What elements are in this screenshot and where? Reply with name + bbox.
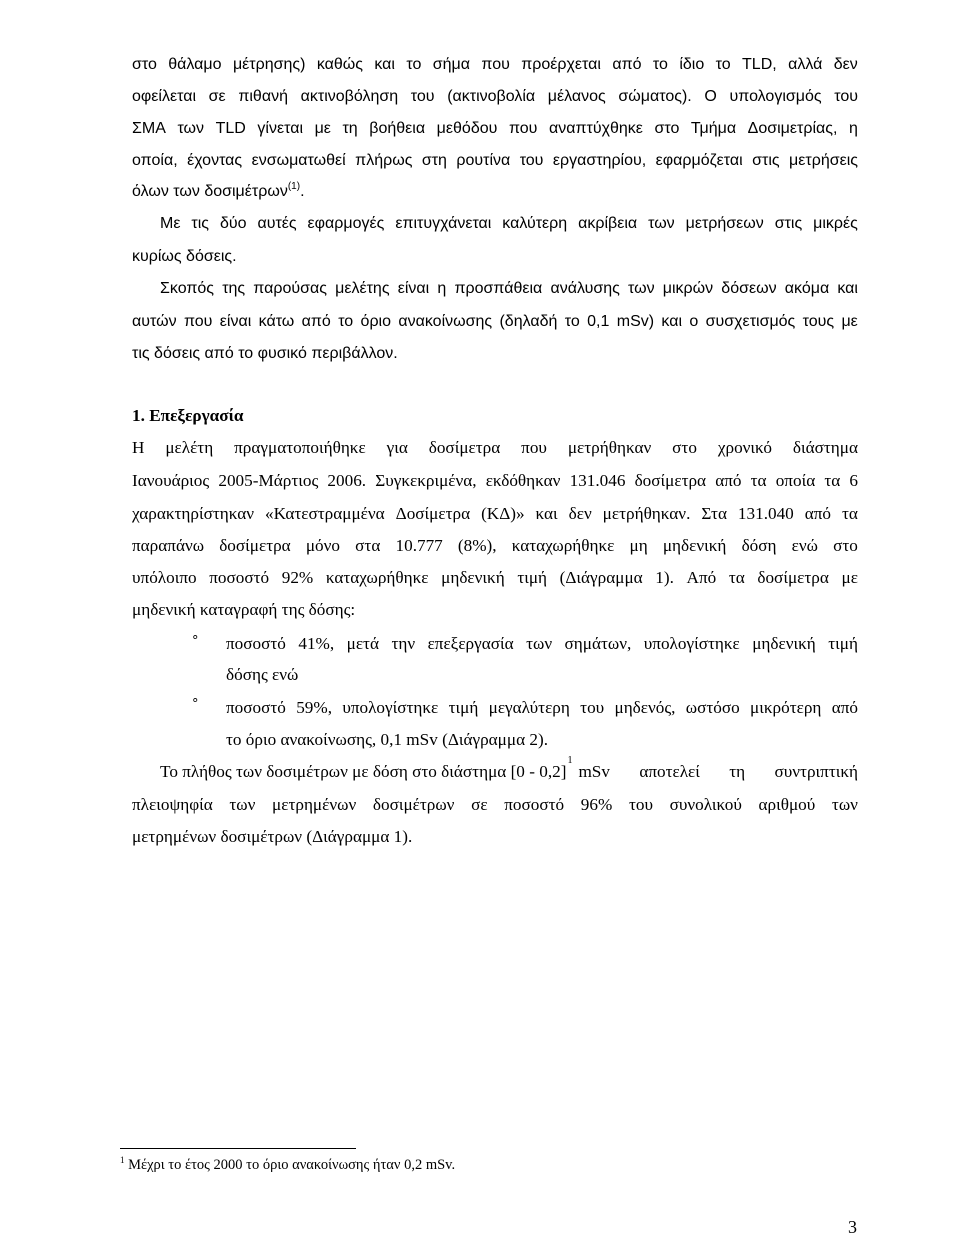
word: 92% bbox=[281, 568, 314, 587]
word: μηδενός, bbox=[614, 698, 676, 717]
word: μετρήσεων bbox=[685, 215, 764, 232]
word: mSv bbox=[578, 762, 610, 781]
word: δοσίμετρα bbox=[634, 471, 707, 490]
word: μηδενική bbox=[662, 536, 727, 555]
word: υπολογίστηκε bbox=[342, 698, 439, 717]
word: 131.040 bbox=[737, 504, 794, 523]
word: 2005-Μάρτιος bbox=[218, 471, 319, 490]
word: ίδιο bbox=[679, 56, 705, 73]
word: του bbox=[580, 698, 605, 717]
word: του bbox=[519, 152, 544, 169]
aim-line-1 bbox=[160, 278, 858, 300]
summary-line-3-text: μετρημένων δοσιμέτρων (Διάγραμμα 1). bbox=[132, 827, 413, 846]
word: 2006. bbox=[327, 471, 367, 490]
word: και bbox=[837, 280, 858, 297]
word: του bbox=[628, 795, 653, 814]
word: δοσίμετρα bbox=[428, 438, 501, 457]
word: σώματος). bbox=[618, 88, 692, 105]
word: τιμή bbox=[517, 568, 548, 587]
word: Τμήμα bbox=[690, 120, 737, 137]
word: δύο bbox=[219, 215, 247, 232]
word: Ο bbox=[704, 88, 717, 105]
word: μετρημένων bbox=[272, 795, 357, 814]
word: το bbox=[652, 56, 668, 73]
word: των bbox=[627, 280, 655, 297]
word: (δηλαδή bbox=[499, 313, 558, 330]
word: Δοσίμετρα bbox=[395, 504, 471, 523]
word: με bbox=[841, 313, 858, 330]
section-line-3 bbox=[132, 503, 858, 525]
word: μετρήθηκαν. bbox=[602, 504, 691, 523]
word: δόσεων bbox=[721, 280, 777, 297]
intro-line-5 bbox=[132, 181, 305, 203]
word: σε bbox=[208, 88, 226, 105]
word: στα bbox=[355, 536, 381, 555]
word: TLD, bbox=[742, 56, 777, 73]
word: ακρίβεια bbox=[578, 215, 638, 232]
word: TLD bbox=[215, 120, 246, 137]
word: το bbox=[564, 313, 580, 330]
word: mSv) bbox=[616, 313, 655, 330]
word: 0,1 bbox=[587, 313, 610, 330]
word: χρονικό bbox=[717, 438, 772, 457]
footnote-number: 1 bbox=[120, 1155, 125, 1165]
word: τους bbox=[802, 313, 835, 330]
word: στο bbox=[672, 438, 697, 457]
section-line-6-text: μηδενική καταγραφή της δόσης: bbox=[132, 600, 356, 619]
intro-line-4 bbox=[132, 150, 858, 172]
word: θάλαμο bbox=[168, 56, 222, 73]
aim-line-2 bbox=[132, 311, 858, 333]
word: αποτελεί bbox=[639, 762, 700, 781]
intro-line-3 bbox=[132, 118, 858, 140]
word: σήμα bbox=[432, 56, 470, 73]
word: των bbox=[648, 215, 675, 232]
word: οποία bbox=[775, 471, 816, 490]
word: μικρών bbox=[662, 280, 714, 297]
summary-line-1-b bbox=[572, 761, 858, 783]
word: τα bbox=[750, 471, 767, 490]
word: 41%, bbox=[298, 634, 335, 653]
footnote-reference-marker: 1 bbox=[567, 755, 573, 766]
word: μικρές bbox=[813, 215, 858, 232]
accuracy-line-2-text: κυρίως δόσεις. bbox=[132, 248, 237, 265]
word: δεν bbox=[833, 56, 858, 73]
word: μηδενική bbox=[441, 568, 505, 587]
word: υπόλοιπο bbox=[132, 568, 197, 587]
word: ανακοίνωσης bbox=[398, 313, 493, 330]
aim-line-3-text: τις δόσεις από το φυσικό περιβάλλον. bbox=[132, 345, 398, 362]
bullet-1-line-2-text: δόσης ενώ bbox=[226, 665, 299, 684]
section-line-4 bbox=[132, 535, 858, 557]
word: Συγκεκριμένα, bbox=[375, 471, 477, 490]
word: έχοντας bbox=[187, 152, 243, 169]
word: επεξεργασία bbox=[427, 634, 514, 653]
word: παραπάνω bbox=[132, 536, 205, 555]
bullet-1-line-1 bbox=[226, 633, 858, 655]
section-line-2 bbox=[132, 470, 858, 492]
word: δόση bbox=[741, 536, 777, 555]
word: και bbox=[661, 313, 683, 330]
word: δοσίμετρα bbox=[757, 568, 829, 587]
word: ποσοστό bbox=[209, 568, 270, 587]
word: μόνο bbox=[305, 536, 341, 555]
word: επιτυγχάνεται bbox=[395, 215, 492, 232]
word: ωστόσο bbox=[685, 698, 740, 717]
word: από bbox=[301, 313, 331, 330]
word: μελέτη bbox=[165, 438, 214, 457]
word: υπολογίστηκε bbox=[643, 634, 740, 653]
section-heading-text: 1. Επεξεργασία bbox=[132, 406, 244, 425]
word: που bbox=[521, 438, 547, 457]
footnote bbox=[120, 1156, 455, 1174]
word: μέλανος bbox=[547, 88, 606, 105]
word: τη bbox=[342, 120, 358, 137]
summary-line-3 bbox=[132, 826, 412, 848]
word: 10.777 bbox=[395, 536, 443, 555]
word: είναι bbox=[397, 280, 430, 297]
word: την bbox=[391, 634, 416, 653]
word: στο bbox=[833, 536, 858, 555]
word: ποσοστό bbox=[504, 795, 565, 814]
word: συντριπτική bbox=[774, 762, 858, 781]
word: καλύτερη bbox=[502, 215, 568, 232]
word: το bbox=[338, 313, 354, 330]
summary-line-2 bbox=[132, 794, 858, 816]
word: ανάλυσης bbox=[550, 280, 620, 297]
word: το bbox=[406, 56, 422, 73]
word: χαρακτηρίστηκαν bbox=[132, 504, 255, 523]
word: στο bbox=[132, 56, 157, 73]
word: Σκοπός bbox=[160, 280, 215, 297]
word: (ΚΔ)» bbox=[481, 504, 525, 523]
word: ακόμα bbox=[784, 280, 830, 297]
summary-line-1-a: Το πλήθος των δοσιμέτρων με δόση στο διάστημα [0 - 0,2] bbox=[160, 762, 567, 781]
word: η bbox=[848, 120, 858, 137]
word: 131.046 bbox=[569, 471, 626, 490]
word: πλήρως bbox=[355, 152, 413, 169]
word: εργαστηρίου, bbox=[552, 152, 647, 169]
section-line-5 bbox=[132, 567, 858, 589]
aim-line-3 bbox=[132, 343, 398, 365]
word: εφαρμόζεται bbox=[655, 152, 743, 169]
footnote-separator bbox=[120, 1148, 356, 1149]
word: με bbox=[314, 120, 331, 137]
word: βοήθεια bbox=[369, 120, 426, 137]
word: πλειοψηφία bbox=[132, 795, 213, 814]
section-line-6 bbox=[132, 599, 355, 621]
word: καταχωρήθηκε bbox=[511, 536, 615, 555]
word: οποία, bbox=[132, 152, 178, 169]
word: είναι bbox=[219, 313, 252, 330]
page-number: 3 bbox=[848, 1217, 857, 1237]
word: αναπτύχθηκε bbox=[548, 120, 643, 137]
section-heading bbox=[132, 405, 244, 427]
word: καταχωρήθηκε bbox=[325, 568, 429, 587]
word: υπολογισμός bbox=[729, 88, 822, 105]
word: των bbox=[177, 120, 205, 137]
word: τα bbox=[841, 504, 858, 523]
word: τις bbox=[191, 215, 209, 232]
word: κάτω bbox=[258, 313, 295, 330]
word: 1). bbox=[655, 568, 674, 587]
word: μέτρησης) bbox=[232, 56, 306, 73]
word: Ιανουάριος bbox=[132, 471, 210, 490]
word: ενώ bbox=[791, 536, 818, 555]
word: η bbox=[437, 280, 447, 297]
bullet-2-line-2 bbox=[226, 729, 548, 751]
word: (ακτινοβολία bbox=[447, 88, 536, 105]
word: μελέτης bbox=[335, 280, 390, 297]
word: αυτών bbox=[132, 313, 177, 330]
word: το bbox=[715, 56, 731, 73]
word: μεγαλύτερη bbox=[488, 698, 570, 717]
bullet-marker-1: ° bbox=[192, 634, 199, 649]
word: ο bbox=[689, 313, 699, 330]
word: και bbox=[535, 504, 558, 523]
word: ΣΜΑ bbox=[132, 120, 166, 137]
word: μη bbox=[629, 536, 648, 555]
word: Από bbox=[686, 568, 717, 587]
word: 96% bbox=[580, 795, 613, 814]
footnote-text: Μέχρι το έτος 2000 το όριο ανακοίνωσης ήταν 0,2 mSv. bbox=[124, 1157, 456, 1173]
word: εφαρμογές bbox=[307, 215, 385, 232]
word: ρουτίνα bbox=[456, 152, 511, 169]
word: συσχετισμός bbox=[705, 313, 796, 330]
word: Δοσιμετρίας, bbox=[747, 120, 838, 137]
accuracy-line-1 bbox=[160, 213, 858, 235]
word: προέρχεται bbox=[521, 56, 601, 73]
word: τα bbox=[824, 471, 841, 490]
intro-line-5-text: όλων των δοσιμέτρων bbox=[132, 183, 288, 200]
word: ακτινοβόληση bbox=[300, 88, 399, 105]
word: από bbox=[804, 504, 831, 523]
word: των bbox=[229, 795, 256, 814]
word: (Διάγραμμα bbox=[559, 568, 643, 587]
word: του bbox=[834, 88, 858, 105]
word: των bbox=[831, 795, 858, 814]
word: σε bbox=[471, 795, 488, 814]
word: τη bbox=[729, 762, 746, 781]
word: σημάτων, bbox=[564, 634, 632, 653]
word: ενσωματωθεί bbox=[251, 152, 346, 169]
word: Στα bbox=[701, 504, 727, 523]
intro-line-2 bbox=[132, 86, 858, 108]
word: προσπάθεια bbox=[454, 280, 543, 297]
word: γίνεται bbox=[257, 120, 303, 137]
word: στο bbox=[654, 120, 680, 137]
word: που bbox=[481, 56, 510, 73]
bullet-marker-2: ° bbox=[192, 697, 199, 712]
word: της bbox=[222, 280, 246, 297]
word: από bbox=[612, 56, 642, 73]
word: αριθμού bbox=[758, 795, 816, 814]
intro-line-5-end: . bbox=[300, 183, 305, 200]
word: εκδόθηκαν bbox=[485, 471, 561, 490]
bullet-2-line-2-text: το όριο ανακοίνωσης, 0,1 mSv (Διάγραμμα 2). bbox=[226, 730, 549, 749]
word: 59%, bbox=[296, 698, 333, 717]
word: αλλά bbox=[788, 56, 823, 73]
word: πιθανή bbox=[238, 88, 288, 105]
intro-line-1 bbox=[132, 54, 858, 76]
word: στη bbox=[421, 152, 447, 169]
word: μεθόδου bbox=[436, 120, 498, 137]
word: που bbox=[183, 313, 213, 330]
accuracy-line-2 bbox=[132, 246, 237, 268]
word: για bbox=[386, 438, 408, 457]
word: που bbox=[508, 120, 538, 137]
word: ποσοστό bbox=[226, 634, 286, 653]
word: συνολικού bbox=[669, 795, 742, 814]
word: τιμή bbox=[448, 698, 479, 717]
word: παρούσας bbox=[253, 280, 327, 297]
section-line-1 bbox=[132, 437, 858, 459]
word: «Κατεστραμμένα bbox=[265, 504, 385, 523]
word: τιμή bbox=[828, 634, 858, 653]
word: οφείλεται bbox=[132, 88, 196, 105]
word: με bbox=[841, 568, 858, 587]
word: στις bbox=[752, 152, 780, 169]
word: των bbox=[526, 634, 553, 653]
word: του bbox=[410, 88, 435, 105]
word: στις bbox=[774, 215, 803, 232]
word: διάστημα bbox=[792, 438, 858, 457]
word: Με bbox=[160, 215, 181, 232]
word: μετρήθηκαν bbox=[567, 438, 652, 457]
word: μετά bbox=[346, 634, 379, 653]
word: ποσοστό bbox=[226, 698, 286, 717]
word: μικρότερη bbox=[750, 698, 822, 717]
word: 6 bbox=[849, 471, 858, 490]
summary-line-1 bbox=[160, 755, 858, 783]
word: και bbox=[374, 56, 395, 73]
word: από bbox=[715, 471, 742, 490]
word: δεν bbox=[568, 504, 592, 523]
word: δοσίμετρα bbox=[219, 536, 291, 555]
word: καθώς bbox=[316, 56, 363, 73]
bullet-1-line-2 bbox=[226, 664, 298, 686]
reference-marker: (1) bbox=[287, 181, 301, 192]
word: μετρήσεις bbox=[789, 152, 858, 169]
word: Η bbox=[132, 438, 145, 457]
word: αυτές bbox=[257, 215, 297, 232]
word: (8%), bbox=[457, 536, 497, 555]
word: τα bbox=[728, 568, 745, 587]
bullet-2-line-1 bbox=[226, 697, 858, 719]
word: από bbox=[831, 698, 858, 717]
word: πραγματοποιήθηκε bbox=[234, 438, 366, 457]
word: μηδενική bbox=[752, 634, 816, 653]
word: όριο bbox=[360, 313, 391, 330]
word: δοσιμέτρων bbox=[372, 795, 455, 814]
